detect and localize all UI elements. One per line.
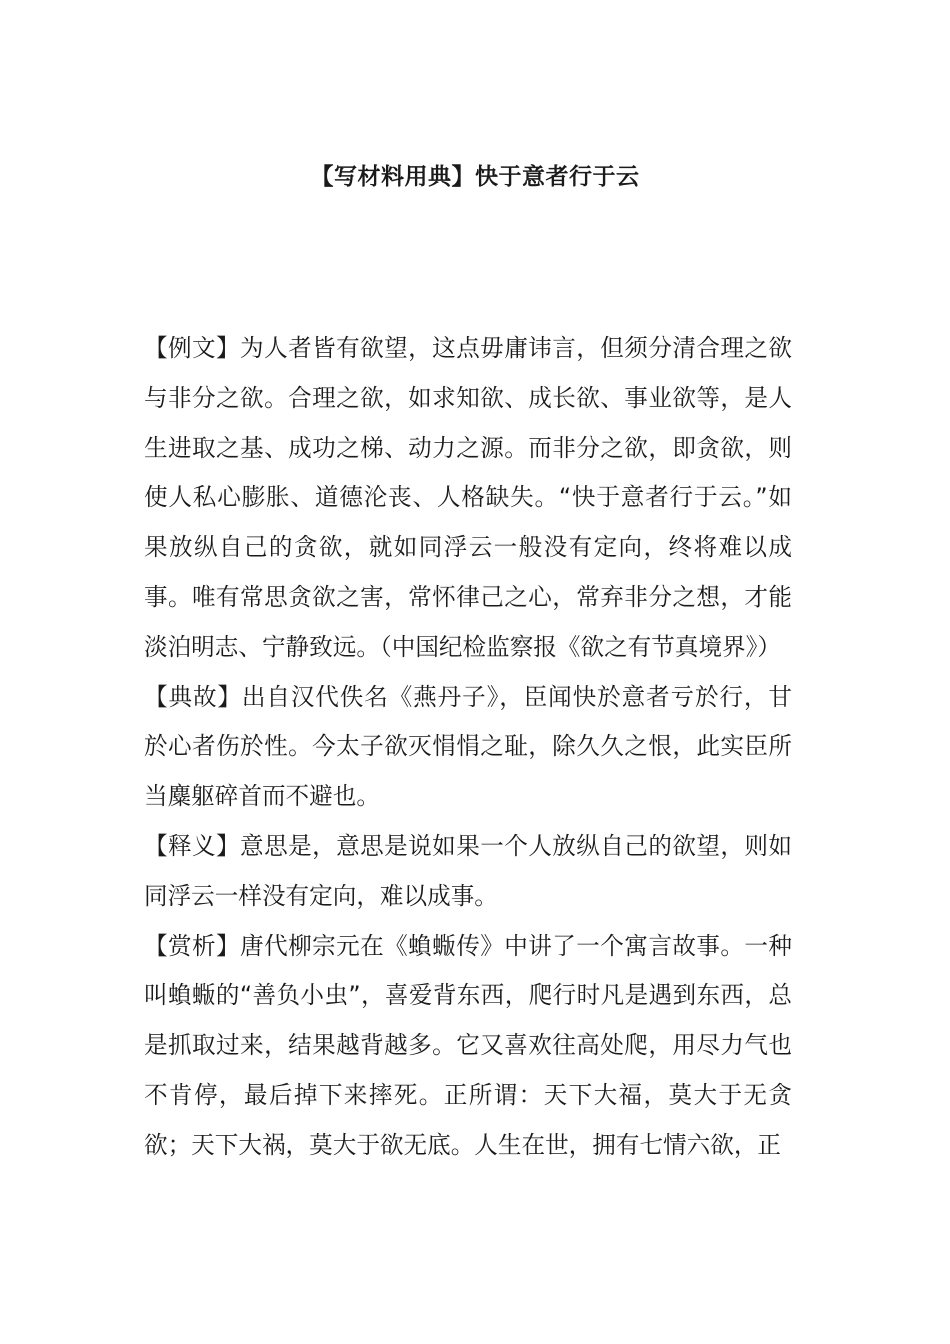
paragraph-allusion: 【典故】出自汉代佚名《燕丹子》，臣闻快於意者亏於行，甘於心者伤於性。今太子欲灭悁悁之耻，除久久之恨，此实臣所当麋躯碎首而不避也。 bbox=[144, 682, 792, 811]
paragraph-meaning: 【释义】意思是，意思是说如果一个人放纵自己的欲望，则如同浮云一样没有定向，难以成事。 bbox=[144, 831, 792, 910]
document-title: 【写材料用典】快于意者行于云 bbox=[310, 164, 640, 190]
paragraph-appreciation: 【赏析】唐代柳宗元在《蝜蝂传》中讲了一个寓言故事。一种叫蝜蝂的“善负小虫”，喜爱背东西，爬行时凡是遇到东西，总是抓取过来，结果越背越多。它又喜欢往高处爬，用尽力气也不肯停，最后掉下来摔死。正所谓：天下大福，莫大于无贪欲；天下大祸，莫大于欲无底。人生在世，拥有七情六欲，正 bbox=[144, 931, 792, 1159]
paragraph-example: 【例文】为人者皆有欲望，这点毋庸讳言，但须分清合理之欲与非分之欲。合理之欲，如求知欲、成长欲、事业欲等，是人生进取之基、成功之梯、动力之源。而非分之欲，即贪欲，则使人私心膨胀、道德沦丧、人格缺失。“快于意者行于云。”如果放纵自己的贪欲，就如同浮云一般没有定向，终将难以成事。唯有常思贪欲之害，常怀律己之心，常弃非分之想，才能淡泊明志、宁静致远。（中国纪检监察报《欲之有节真境界》） bbox=[144, 334, 792, 661]
document-body bbox=[144, 324, 792, 1171]
